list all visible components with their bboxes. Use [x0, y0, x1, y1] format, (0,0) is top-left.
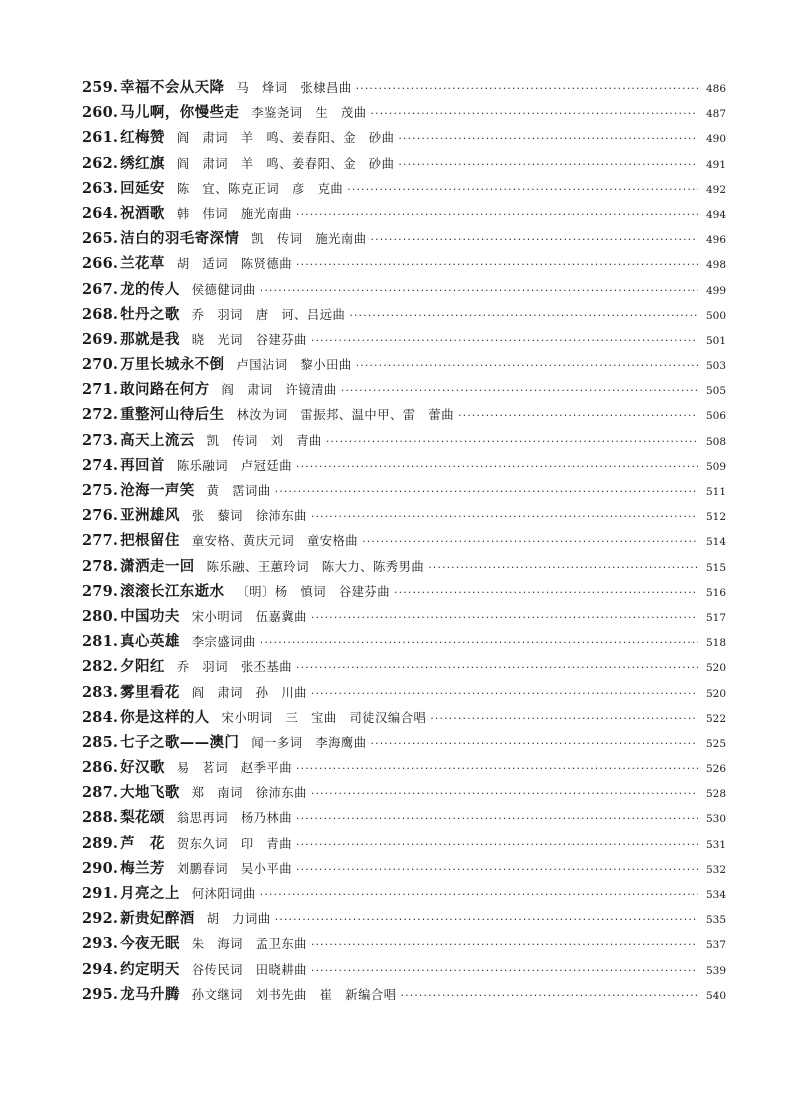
entry-number: 284.: [82, 708, 119, 726]
page-number: 526: [705, 763, 726, 776]
song-credits: 陈 宜、陈克正词 彦 克曲: [176, 181, 344, 196]
dot-leader: [260, 888, 698, 901]
entry-number: 294.: [82, 960, 119, 978]
toc-entry: [82, 983, 726, 1008]
song-title: 夕阳红: [120, 659, 165, 676]
page-number: 522: [705, 712, 726, 725]
entry-number: 259.: [82, 79, 119, 96]
song-credits: 黄 霑词曲: [206, 484, 271, 498]
song-credits: 谷传民词 田晓耕曲: [191, 962, 307, 977]
song-credits: 陈乐融、王蕙玲词 陈大力、陈秀男曲: [206, 559, 425, 574]
entry-number: 278.: [82, 557, 119, 575]
entry-number: 267.: [82, 280, 119, 298]
song-title: 那就是我: [120, 331, 180, 348]
entry-number: 264.: [82, 204, 119, 222]
page-number: 520: [705, 687, 726, 700]
dot-leader: [349, 309, 698, 322]
page-number: 490: [705, 133, 726, 146]
dot-leader: [296, 661, 698, 674]
toc-entry: [82, 252, 726, 277]
toc-entry: [82, 126, 726, 151]
page-number: 492: [705, 183, 726, 196]
song-credits: 卢国沾词 黎小田曲: [236, 358, 352, 373]
page-number: 496: [705, 234, 726, 247]
dot-leader: [275, 485, 698, 498]
dot-leader: [401, 989, 699, 1002]
song-title: 龙马升腾: [120, 986, 180, 1003]
entry-number: 289.: [82, 834, 119, 852]
dot-leader: [430, 712, 698, 725]
toc-entry: [82, 504, 726, 529]
page-number: 509: [705, 460, 726, 473]
toc-entry: [82, 101, 726, 126]
page-number: 491: [705, 158, 726, 171]
toc-entry: [82, 378, 726, 403]
song-credits: 阎 肃词 羊 鸣、姜春阳、金 砂曲: [176, 131, 395, 146]
song-credits: 胡 适词 陈贤德曲: [176, 257, 293, 272]
entry-number: 272.: [82, 406, 119, 424]
dot-leader: [458, 409, 698, 422]
song-title: 牡丹之歌: [120, 306, 180, 323]
dot-leader: [296, 208, 698, 221]
toc-entry: [82, 555, 726, 580]
song-credits: 〔明〕杨 慎词 谷建芬曲: [236, 584, 391, 599]
page-number: 532: [705, 863, 726, 876]
song-credits: 翁思再词 杨乃林曲: [176, 811, 293, 826]
song-credits: 宋小明词 伍嘉冀曲: [191, 609, 307, 624]
toc-entry: [82, 328, 726, 353]
song-credits: 乔 羽词 张丕基曲: [176, 660, 293, 675]
song-title: 洁白的羽毛寄深情: [120, 231, 240, 248]
song-credits: 乔 羽词 唐 诃、吕远曲: [191, 307, 346, 322]
song-title: 中国功夫: [120, 608, 180, 625]
song-credits: 张 藜词 徐沛东曲: [191, 509, 307, 524]
song-credits: 凯 传词 施光南曲: [251, 232, 367, 247]
entry-number: 280.: [82, 607, 119, 625]
song-title: 梨花颂: [120, 810, 165, 827]
toc-entry: [82, 907, 726, 932]
dot-leader: [356, 82, 698, 95]
song-credits: 朱 海词 孟卫东曲: [191, 937, 307, 952]
song-title: 幸福不会从天降: [120, 80, 225, 96]
page-number: 517: [705, 611, 726, 624]
toc-entry: [82, 403, 726, 428]
toc-entry: [82, 580, 726, 605]
song-credits: 李宗盛词曲: [191, 635, 256, 650]
song-title: 大地飞歌: [120, 785, 180, 802]
toc-entry: [82, 932, 726, 957]
entry-number: 285.: [82, 733, 119, 751]
song-credits: 孙文继词 刘书先曲 崔 新编合唱: [191, 987, 397, 1002]
page-number: 505: [705, 385, 726, 398]
toc-entry: [82, 202, 726, 227]
entry-number: 263.: [82, 179, 119, 197]
dot-leader: [326, 435, 698, 448]
page-number: 503: [705, 360, 726, 373]
page-number: 487: [705, 108, 726, 121]
entry-number: 291.: [82, 885, 119, 902]
table-of-contents: [82, 76, 726, 1008]
song-title: 芦 花: [120, 835, 165, 852]
page-number: 516: [705, 586, 726, 599]
song-credits: 刘鹏春词 吴小平曲: [176, 861, 293, 876]
song-title: 把根留住: [120, 533, 180, 550]
song-title: 高天上流云: [120, 432, 195, 449]
dot-leader: [398, 158, 698, 171]
song-credits: 阎 肃词 羊 鸣、姜春阳、金 砂曲: [176, 156, 395, 171]
page-number: 534: [705, 889, 726, 901]
entry-number: 275.: [82, 482, 119, 499]
toc-entry: [82, 882, 726, 907]
song-title: 滚滚长江东逝水: [120, 583, 225, 600]
page-number: 500: [705, 309, 726, 322]
dot-leader: [371, 737, 698, 750]
toc-entry: [82, 605, 726, 630]
toc-entry: [82, 630, 726, 655]
entry-number: 270.: [82, 356, 119, 374]
entry-number: 271.: [82, 381, 119, 399]
song-title: 亚洲雄风: [120, 508, 180, 525]
page-number: 512: [705, 511, 726, 524]
page-number: 514: [705, 536, 726, 549]
song-title: 敢问路在何方: [120, 382, 210, 399]
song-title: 绣红旗: [120, 155, 165, 172]
song-title: 潇洒走一回: [120, 558, 195, 575]
song-credits: 林汝为词 雷振邦、温中甲、雷 蕾曲: [236, 408, 454, 423]
song-credits: 贺东久词 印 青曲: [176, 836, 293, 851]
toc-entry: [82, 152, 726, 177]
dot-leader: [311, 334, 698, 347]
toc-entry: [82, 76, 726, 101]
toc-entry: [82, 454, 726, 479]
entry-number: 269.: [82, 330, 119, 348]
toc-entry: [82, 429, 726, 454]
page-number: 511: [705, 486, 726, 498]
song-title: 约定明天: [120, 961, 180, 978]
song-title: 你是这样的人: [120, 709, 210, 726]
toc-entry: [82, 227, 726, 252]
song-title: 雾里看花: [120, 684, 180, 701]
entry-number: 261.: [82, 129, 119, 147]
dot-leader: [394, 586, 698, 599]
song-title: 七子之歌——澳门: [120, 734, 240, 751]
page-number: 508: [705, 435, 726, 448]
song-title: 回延安: [120, 180, 165, 197]
page-number: 520: [705, 662, 726, 675]
dot-leader: [371, 233, 698, 246]
page-number: 518: [705, 637, 726, 650]
toc-entry: [82, 479, 726, 504]
page-number: 498: [705, 259, 726, 272]
page-number: 539: [705, 964, 726, 977]
song-title: 兰花草: [120, 256, 165, 273]
entry-number: 288.: [82, 809, 119, 827]
page-number: 540: [705, 989, 726, 1002]
song-title: 万里长城永不倒: [120, 357, 225, 374]
toc-entry: [82, 756, 726, 781]
dot-leader: [428, 561, 698, 574]
entry-number: 274.: [82, 456, 119, 474]
song-title: 月亮之上: [120, 886, 180, 902]
toc-entry: [82, 781, 726, 806]
song-title: 新贵妃醉酒: [120, 911, 195, 928]
entry-number: 290.: [82, 859, 119, 877]
dot-leader: [296, 258, 698, 271]
dot-leader: [398, 132, 698, 145]
entry-number: 260.: [82, 104, 119, 122]
dot-leader: [311, 611, 698, 624]
song-credits: 李鉴尧词 生 茂曲: [251, 106, 367, 121]
song-credits: 郑 南词 徐沛东曲: [191, 786, 307, 801]
toc-entry: [82, 353, 726, 378]
dot-leader: [311, 938, 698, 951]
entry-number: 295.: [82, 985, 119, 1003]
page-number: 486: [705, 83, 726, 95]
song-credits: 陈乐融词 卢冠廷曲: [176, 458, 293, 473]
entry-number: 277.: [82, 532, 119, 550]
page-number: 515: [705, 561, 726, 574]
entry-number: 279.: [82, 582, 119, 600]
page-number: 531: [705, 838, 726, 851]
song-credits: 阎 肃词 孙 川曲: [191, 685, 307, 700]
page-number: 530: [705, 813, 726, 826]
song-title: 沧海一声笑: [120, 483, 195, 499]
song-credits: 何沐阳词曲: [191, 887, 256, 901]
page-number: 535: [705, 914, 726, 927]
dot-leader: [356, 359, 698, 372]
entry-number: 265.: [82, 230, 119, 248]
toc-entry: [82, 655, 726, 680]
song-credits: 晓 光词 谷建芬曲: [191, 332, 307, 347]
entry-number: 283.: [82, 683, 119, 701]
song-title: 今夜无眠: [120, 936, 180, 953]
page-number: 525: [705, 737, 726, 750]
entry-number: 282.: [82, 658, 119, 676]
song-credits: 童安格、黄庆元词 童安格曲: [191, 534, 359, 549]
page-number: 506: [705, 410, 726, 423]
dot-leader: [296, 460, 698, 473]
dot-leader: [362, 535, 698, 548]
toc-entry: [82, 303, 726, 328]
entry-number: 287.: [82, 784, 119, 802]
dot-leader: [260, 636, 698, 649]
song-credits: 宋小明词 三 宝曲 司徒汉编合唱: [221, 710, 427, 725]
entry-number: 268.: [82, 305, 119, 323]
song-credits: 韩 伟词 施光南曲: [176, 206, 293, 221]
song-title: 好汉歌: [120, 760, 165, 777]
dot-leader: [296, 838, 698, 851]
song-title: 再回首: [120, 457, 165, 474]
song-title: 重整河山待后生: [120, 407, 225, 424]
entry-number: 292.: [82, 910, 119, 928]
song-credits: 闻一多词 李海鹰曲: [251, 735, 367, 750]
dot-leader: [275, 913, 698, 926]
toc-entry: [82, 681, 726, 706]
song-title: 马儿啊，你慢些走: [120, 105, 240, 122]
entry-number: 286.: [82, 759, 119, 777]
dot-leader: [296, 762, 698, 775]
song-credits: 阎 肃词 许镜清曲: [221, 383, 337, 398]
page-number: 499: [705, 284, 726, 297]
dot-leader: [296, 812, 698, 825]
dot-leader: [311, 964, 698, 977]
toc-entry: [82, 177, 726, 202]
toc-entry: [82, 706, 726, 731]
dot-leader: [371, 107, 698, 120]
dot-leader: [296, 863, 698, 876]
song-title: 真心英雄: [120, 634, 180, 651]
toc-entry: [82, 832, 726, 857]
dot-leader: [260, 284, 698, 297]
song-title: 红梅赞: [120, 130, 165, 147]
toc-entry: [82, 958, 726, 983]
dot-leader: [311, 787, 698, 800]
toc-entry: [82, 278, 726, 303]
entry-number: 281.: [82, 633, 119, 651]
dot-leader: [341, 384, 698, 397]
entry-number: 276.: [82, 507, 119, 525]
entry-number: 266.: [82, 255, 119, 273]
song-credits: 马 烽词 张棣昌曲: [236, 81, 352, 95]
page-number: 494: [705, 208, 726, 221]
song-credits: 凯 传词 刘 青曲: [206, 433, 322, 448]
toc-entry: [82, 857, 726, 882]
song-credits: 胡 力词曲: [206, 912, 271, 927]
song-credits: 侯德健词曲: [191, 282, 256, 297]
toc-entry: [82, 731, 726, 756]
page-number: 537: [705, 939, 726, 952]
song-title: 龙的传人: [120, 281, 180, 298]
dot-leader: [347, 183, 698, 196]
dot-leader: [311, 510, 698, 523]
entry-number: 293.: [82, 935, 119, 953]
song-title: 祝酒歌: [120, 205, 165, 222]
toc-entry: [82, 529, 726, 554]
song-credits: 易 茗词 赵季平曲: [176, 761, 293, 776]
entry-number: 273.: [82, 431, 119, 449]
page-number: 528: [705, 788, 726, 801]
song-title: 梅兰芳: [120, 860, 165, 877]
toc-entry: [82, 806, 726, 831]
page-number: 501: [705, 334, 726, 347]
entry-number: 262.: [82, 154, 119, 172]
dot-leader: [311, 687, 698, 700]
